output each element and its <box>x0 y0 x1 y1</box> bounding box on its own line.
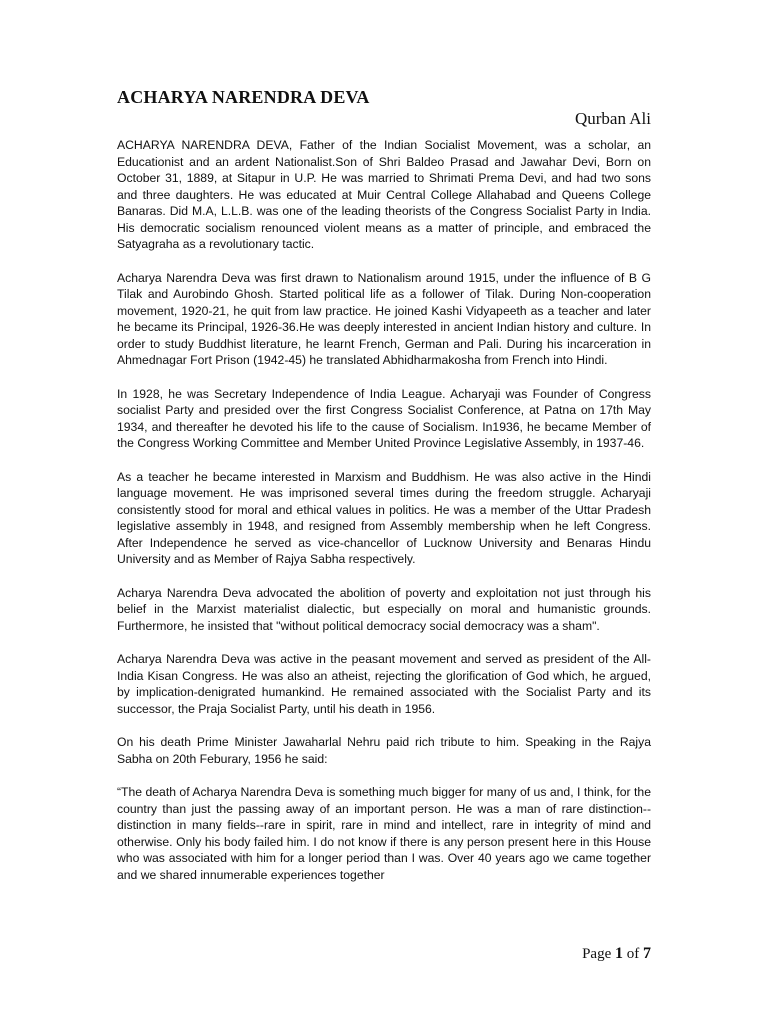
paragraph: Acharya Narendra Deva was first drawn to Nationalism around 1915, under the influence of B G Tilak and Aurobindo Ghosh. Started political life as a follower of Tilak. During Non-cooperation movement, 1920-21, he quit from law practice. He joined Kashi Vidyapeeth as a teacher and later he became its Principal, 1926-36.He was deeply interested in ancient Indian history and culture. In order to study Buddhist literature, he learnt French, German and Pali. During his incarceration in Ahmednagar Fort Prison (1942-45) he translated Abhidharmakosha from French into Hindi. <box>117 270 651 367</box>
page-label: Page <box>582 946 612 962</box>
document-title: ACHARYA NARENDRA DEVA <box>117 87 370 107</box>
current-page-number: 1 <box>615 945 623 962</box>
of-label: of <box>626 946 640 962</box>
paragraph: Acharya Narendra Deva was active in the peasant movement and served as president of the All-India Kisan Congress. He was also an atheist, rejecting the glorification of God which, he argued, by implication-denigrated humankind. He remained associated with the Socialist Party and its successor, the Praja Socialist Party, until his death in 1956. <box>117 652 651 716</box>
paragraph: On his death Prime Minister Jawaharlal Nehru paid rich tribute to him. Speaking in the Rajya Sabha on 20th Feburary, 1956 he said: <box>117 735 651 766</box>
paragraph: Acharya Narendra Deva advocated the abolition of poverty and exploitation not just through his belief in the Marxist materialist dialectic, but especially on moral and humanistic grounds. Furthermore, he insisted that "without political democracy social democracy was a sham". <box>117 585 651 633</box>
paragraph: In 1928, he was Secretary Independence of India League. Acharyaji was Founder of Congress socialist Party and presided over the first Congress Socialist Conference, at Patna on 17th May 1934, and thereafter he devoted his life to the cause of Socialism. In1936, he became Member of the Congress Working Committee and Member United Province Legislative Assembly, in 1937-46. <box>117 386 651 450</box>
paragraph: ACHARYA NARENDRA DEVA, Father of the Indian Socialist Movement, was a scholar, an Educationist and an ardent Nationalist.Son of Shri Baldeo Prasad and Jawahar Devi, Born on October 31, 1889, at Sitapur in U.P. He was married to Shrimati Prema Devi, and had two sons and three daughters. He was educated at Muir Central College Allahabad and Queens College Banaras. Did M.A, L.L.B. was one of the leading theorists of the Congress Socialist Party in India. His democratic socialism renounced violent means as a matter of principle, and embraced the Satyagraha as a revolutionary tactic. <box>117 138 651 251</box>
total-pages-number: 7 <box>643 945 651 962</box>
author-name: Qurban Ali <box>574 109 651 128</box>
paragraph: “The death of Acharya Narendra Deva is something much bigger for many of us and, I think, for the country than just the passing away of an important person. He was a man of rare distinction--distinction in many fields--rare in spirit, rare in mind and intellect, rare in integrity of mind and otherwise. Only his body failed him. I do not know if there is any person present here in this House who was associated with him for a longer period than I was. Over 40 years ago we came together and we shared innumerable experiences together <box>117 785 651 882</box>
paragraph: As a teacher he became interested in Marxism and Buddhism. He was also active in the Hindi language movement. He was imprisoned several times during the freedom struggle. Acharyaji consistently stood for moral and ethical values in politics. He was a member of the Uttar Pradesh legislative assembly in 1948, and resigned from Assembly membership when he left Congress. After Independence he served as vice-chancellor of Lucknow University and Benaras Hindu University and as Member of Rajya Sabha respectively. <box>117 469 651 566</box>
document-body <box>117 137 651 900</box>
page-number <box>582 945 651 963</box>
